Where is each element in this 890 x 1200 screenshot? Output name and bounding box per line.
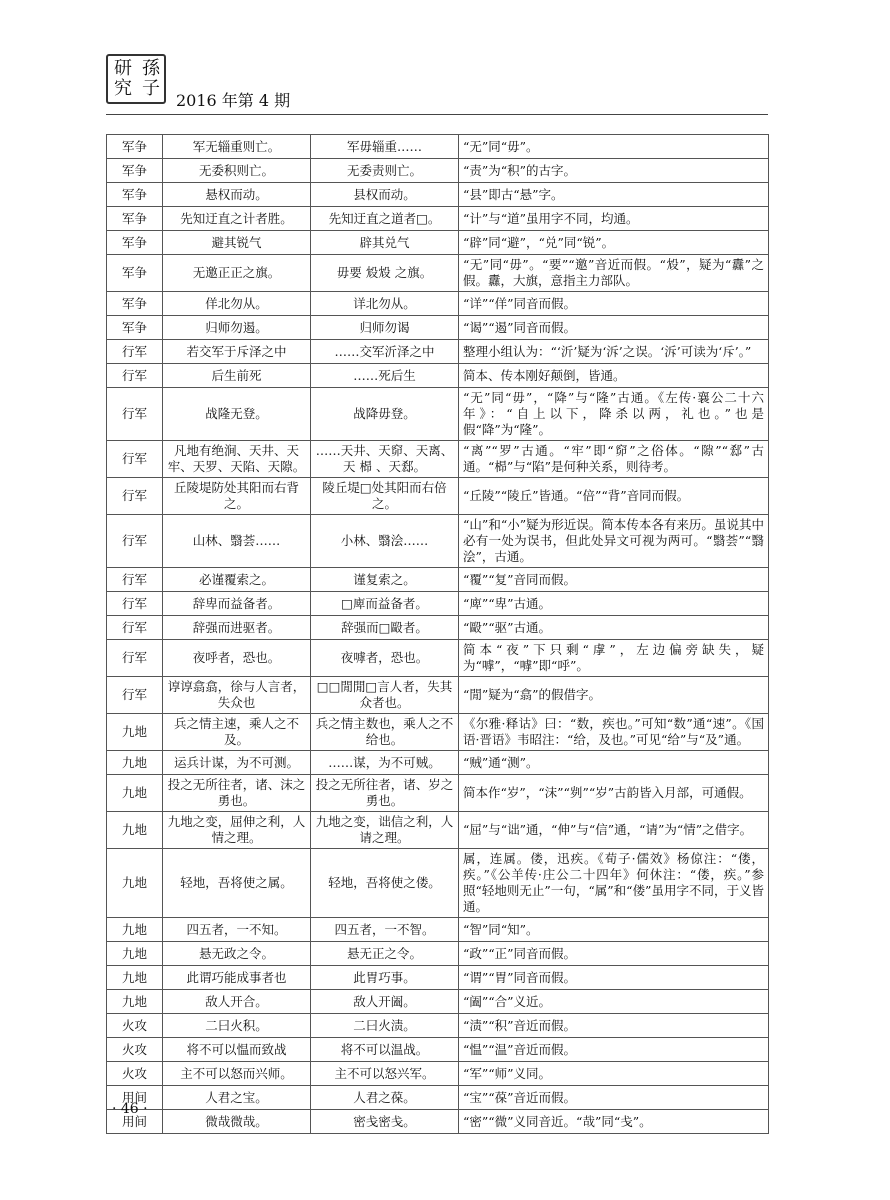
received-text-cell: 人君之宝。 — [163, 1086, 311, 1110]
note-cell: “谒”“遏”同音而假。 — [459, 316, 769, 340]
bamboo-text-cell: 人君之葆。 — [311, 1086, 459, 1110]
table-row — [107, 918, 769, 942]
chapter-cell: 行军 — [107, 677, 163, 714]
note-cell: “政”“正”同音而假。 — [459, 942, 769, 966]
received-text-cell: 战隆无登。 — [163, 388, 311, 441]
bamboo-text-cell: 主不可以怒兴军。 — [311, 1062, 459, 1086]
table-row — [107, 966, 769, 990]
table-row — [107, 340, 769, 364]
note-cell: “毆”“驱”古通。 — [459, 616, 769, 640]
table-row — [107, 316, 769, 340]
received-text-cell: 必谨覆索之。 — [163, 568, 311, 592]
page-number: · 46 · — [112, 1101, 148, 1117]
received-text-cell: 此谓巧能成事者也 — [163, 966, 311, 990]
note-cell: “辟”同“避”，“兑”同“锐”。 — [459, 231, 769, 255]
bamboo-text-cell: 敌人开阖。 — [311, 990, 459, 1014]
note-cell: “无”同“毋”。“要”“邀”音近而假。“㱽”，疑为“纛”之假。纛，大旗，意指主力部队。 — [459, 255, 769, 292]
comparison-table — [106, 134, 769, 1134]
table-row — [107, 364, 769, 388]
bamboo-text-cell: 归师勿谒 — [311, 316, 459, 340]
received-text-cell: 归师勿遏。 — [163, 316, 311, 340]
received-text-cell: 运兵计谋，为不可测。 — [163, 751, 311, 775]
chapter-cell: 行军 — [107, 592, 163, 616]
bamboo-text-cell: 此胃巧事。 — [311, 966, 459, 990]
bamboo-text-cell: 密戋密戋。 — [311, 1110, 459, 1134]
received-text-cell: 谆谆翕翕，徐与人言者，失众也 — [163, 677, 311, 714]
note-cell: “谓”“胃”同音而假。 — [459, 966, 769, 990]
received-text-cell: 辞卑而益备者。 — [163, 592, 311, 616]
bamboo-text-cell: 无委责则亡。 — [311, 159, 459, 183]
received-text-cell: 避其锐气 — [163, 231, 311, 255]
chapter-cell: 行军 — [107, 515, 163, 568]
bamboo-text-cell: 夜嘑者，恐也。 — [311, 640, 459, 677]
bamboo-text-cell: 辞强而□毆者。 — [311, 616, 459, 640]
note-cell: “县”即古“悬”字。 — [459, 183, 769, 207]
bamboo-text-cell: 先知迂直之道者□。 — [311, 207, 459, 231]
bamboo-text-cell: ……天井、天窌、天离、天 㭿 、天郄。 — [311, 441, 459, 478]
chapter-cell: 行军 — [107, 364, 163, 388]
bamboo-text-cell: 兵之情主数也，乘人之不给也。 — [311, 714, 459, 751]
note-cell: “愠”“温”音近而假。 — [459, 1038, 769, 1062]
note-cell: “山”和“小”疑为形近误。简本传本各有来历。虽说其中必有一处为误书，但此处异文可视为两可。“翳荟”“翳浍”，古通。 — [459, 515, 769, 568]
chapter-cell: 军争 — [107, 183, 163, 207]
chapter-cell: 行军 — [107, 616, 163, 640]
note-cell: 简本、传本刚好颠倒，皆通。 — [459, 364, 769, 388]
received-text-cell: 辞强而进驱者。 — [163, 616, 311, 640]
table-row — [107, 231, 769, 255]
bamboo-text-cell: 二曰火渍。 — [311, 1014, 459, 1038]
logo-char: 究 — [114, 78, 132, 99]
bamboo-text-cell: □□閒閒□言人者，失其众者也。 — [311, 677, 459, 714]
received-text-cell: 无邀正正之旗。 — [163, 255, 311, 292]
chapter-cell: 军争 — [107, 207, 163, 231]
table-row — [107, 592, 769, 616]
chapter-cell: 九地 — [107, 751, 163, 775]
table-row — [107, 159, 769, 183]
chapter-cell: 火攻 — [107, 1062, 163, 1086]
table-row — [107, 1086, 769, 1110]
received-text-cell: 微哉微哉。 — [163, 1110, 311, 1134]
chapter-cell: 用间 — [107, 1086, 163, 1110]
bamboo-text-cell: 悬无正之令。 — [311, 942, 459, 966]
note-cell: “离”“罗”古通。“牢”即“窌”之俗体。“隙”“郄”古通。“㭿”与“陷”是何种关系，则待考。 — [459, 441, 769, 478]
table-row — [107, 775, 769, 812]
bamboo-text-cell: 小林、翳浍…… — [311, 515, 459, 568]
note-cell: “军”“师”义同。 — [459, 1062, 769, 1086]
received-text-cell: 若交军于斥泽之中 — [163, 340, 311, 364]
bamboo-text-cell: 九地之变，诎信之利，人请之理。 — [311, 812, 459, 849]
table-row — [107, 207, 769, 231]
note-cell: “详”“佯”同音而假。 — [459, 292, 769, 316]
chapter-cell: 行军 — [107, 340, 163, 364]
bamboo-text-cell: 投之无所往者，诸、岁之勇也。 — [311, 775, 459, 812]
table-row — [107, 255, 769, 292]
note-cell: “覆”“复”音同而假。 — [459, 568, 769, 592]
bamboo-text-cell: 辟其兑气 — [311, 231, 459, 255]
journal-logo — [106, 54, 166, 104]
header-rule — [106, 114, 768, 115]
chapter-cell: 军争 — [107, 159, 163, 183]
table-row — [107, 515, 769, 568]
bamboo-text-cell: 将不可以温战。 — [311, 1038, 459, 1062]
bamboo-text-cell: ……死后生 — [311, 364, 459, 388]
chapter-cell: 军争 — [107, 231, 163, 255]
note-cell: “屈”与“诎”通，“伸”与“信”通，“请”为“情”之借字。 — [459, 812, 769, 849]
note-cell: “宝”“葆”音近而假。 — [459, 1086, 769, 1110]
note-cell: “责”为“积”的古字。 — [459, 159, 769, 183]
bamboo-text-cell: 战降毋登。 — [311, 388, 459, 441]
table-row — [107, 751, 769, 775]
logo-char: 子 — [142, 78, 160, 99]
received-text-cell: 四五者，一不知。 — [163, 918, 311, 942]
received-text-cell: 后生前死 — [163, 364, 311, 388]
received-text-cell: 无委积则亡。 — [163, 159, 311, 183]
table-row — [107, 714, 769, 751]
table-row — [107, 812, 769, 849]
table-row — [107, 478, 769, 515]
bamboo-text-cell: 军毋辎重…… — [311, 135, 459, 159]
chapter-cell: 军争 — [107, 135, 163, 159]
note-cell: “閒”疑为“翕”的假借字。 — [459, 677, 769, 714]
received-text-cell: 夜呼者，恐也。 — [163, 640, 311, 677]
note-cell: “丘陵”“陵丘”皆通。“倍”“背”音同而假。 — [459, 478, 769, 515]
received-text-cell: 九地之变，屈伸之利，人情之理。 — [163, 812, 311, 849]
chapter-cell: 军争 — [107, 255, 163, 292]
note-cell: 整理小组认为：“‘沂’疑为‘泝’之误。‘泝’可读为‘斥’。” — [459, 340, 769, 364]
table-row — [107, 388, 769, 441]
note-cell: “密”“微”义同音近。“哉”同“戋”。 — [459, 1110, 769, 1134]
logo-char: 孫 — [142, 58, 160, 79]
table-row — [107, 1110, 769, 1134]
chapter-cell: 九地 — [107, 775, 163, 812]
bamboo-text-cell: ……交军沂泽之中 — [311, 340, 459, 364]
chapter-cell: 九地 — [107, 918, 163, 942]
table-row — [107, 183, 769, 207]
bamboo-text-cell: 县权而动。 — [311, 183, 459, 207]
bamboo-text-cell: ……谋，为不可贼。 — [311, 751, 459, 775]
table-row — [107, 640, 769, 677]
chapter-cell: 用间 — [107, 1110, 163, 1134]
note-cell: “庳”“卑”古通。 — [459, 592, 769, 616]
note-cell: 属，连属。偻，迅疾。《荀子·儒效》杨倞注：“偻，疾。”《公羊传·庄公二十四年》何休注：“偻，疾。”参照“轻地则无止”一句，“属”和“偻”虽用字不同，于义皆通。 — [459, 849, 769, 918]
chapter-cell: 九地 — [107, 942, 163, 966]
bamboo-text-cell: 毋要 㱽㱽 之旗。 — [311, 255, 459, 292]
chapter-cell: 行军 — [107, 640, 163, 677]
received-text-cell: 山林、翳荟…… — [163, 515, 311, 568]
bamboo-text-cell: 轻地，吾将使之偻。 — [311, 849, 459, 918]
table-row — [107, 942, 769, 966]
bamboo-text-cell: □庳而益备者。 — [311, 592, 459, 616]
chapter-cell: 行军 — [107, 478, 163, 515]
chapter-cell: 军争 — [107, 292, 163, 316]
chapter-cell: 九地 — [107, 849, 163, 918]
note-cell: 简本“夜”下只剩“虖”，左边偏旁缺失，疑为“嘑”，“嘑”即“呼”。 — [459, 640, 769, 677]
table-row — [107, 135, 769, 159]
table-row — [107, 990, 769, 1014]
table-row — [107, 292, 769, 316]
note-cell: “智”同“知”。 — [459, 918, 769, 942]
note-cell: “渍”“积”音近而假。 — [459, 1014, 769, 1038]
issue-label: 2016 年第 4 期 — [176, 91, 291, 110]
note-cell: “无”同“毋”。 — [459, 135, 769, 159]
bamboo-text-cell: 详北勿从。 — [311, 292, 459, 316]
bamboo-text-cell: 谨复索之。 — [311, 568, 459, 592]
received-text-cell: 将不可以愠而致战 — [163, 1038, 311, 1062]
received-text-cell: 先知迂直之计者胜。 — [163, 207, 311, 231]
note-cell: “贼”通“测”。 — [459, 751, 769, 775]
chapter-cell: 火攻 — [107, 1038, 163, 1062]
received-text-cell: 敌人开合。 — [163, 990, 311, 1014]
table-row — [107, 677, 769, 714]
chapter-cell: 军争 — [107, 316, 163, 340]
note-cell: 《尔雅·释诂》曰：“数，疾也。”可知“数”通“速”。《国语·晋语》韦昭注：“给，及也。”可见“给”与“及”通。 — [459, 714, 769, 751]
table-row — [107, 616, 769, 640]
table-row — [107, 441, 769, 478]
bamboo-text-cell: 四五者，一不智。 — [311, 918, 459, 942]
chapter-cell: 九地 — [107, 812, 163, 849]
logo-char: 研 — [114, 58, 132, 79]
received-text-cell: 佯北勿从。 — [163, 292, 311, 316]
chapter-cell: 行军 — [107, 441, 163, 478]
received-text-cell: 军无辎重则亡。 — [163, 135, 311, 159]
received-text-cell: 悬无政之令。 — [163, 942, 311, 966]
table-row — [107, 849, 769, 918]
note-cell: 简本作“岁”，“沫”“刿”“岁”古韵皆入月部，可通假。 — [459, 775, 769, 812]
chapter-cell: 九地 — [107, 714, 163, 751]
table-row — [107, 1014, 769, 1038]
table-row — [107, 568, 769, 592]
table-row — [107, 1062, 769, 1086]
received-text-cell: 凡地有绝涧、天井、天牢、天罗、天陷、天隙。 — [163, 441, 311, 478]
received-text-cell: 兵之情主速，乘人之不及。 — [163, 714, 311, 751]
chapter-cell: 火攻 — [107, 1014, 163, 1038]
chapter-cell: 行军 — [107, 568, 163, 592]
table-row — [107, 1038, 769, 1062]
received-text-cell: 悬权而动。 — [163, 183, 311, 207]
received-text-cell: 二曰火积。 — [163, 1014, 311, 1038]
chapter-cell: 行军 — [107, 388, 163, 441]
note-cell: “无”同“毋”，“降”与“隆”古通。《左传·襄公二十六年》：“自上以下，降杀以两，礼也。”也是假“降”为“隆”。 — [459, 388, 769, 441]
received-text-cell: 轻地，吾将使之属。 — [163, 849, 311, 918]
note-cell: “计”与“道”虽用字不同，均通。 — [459, 207, 769, 231]
received-text-cell: 丘陵堤防处其阳而右背之。 — [163, 478, 311, 515]
note-cell: “阖”“合”义近。 — [459, 990, 769, 1014]
chapter-cell: 九地 — [107, 966, 163, 990]
received-text-cell: 主不可以怒而兴师。 — [163, 1062, 311, 1086]
bamboo-text-cell: 陵丘堤□处其阳而右倍之。 — [311, 478, 459, 515]
received-text-cell: 投之无所往者，诸、沫之勇也。 — [163, 775, 311, 812]
chapter-cell: 九地 — [107, 990, 163, 1014]
